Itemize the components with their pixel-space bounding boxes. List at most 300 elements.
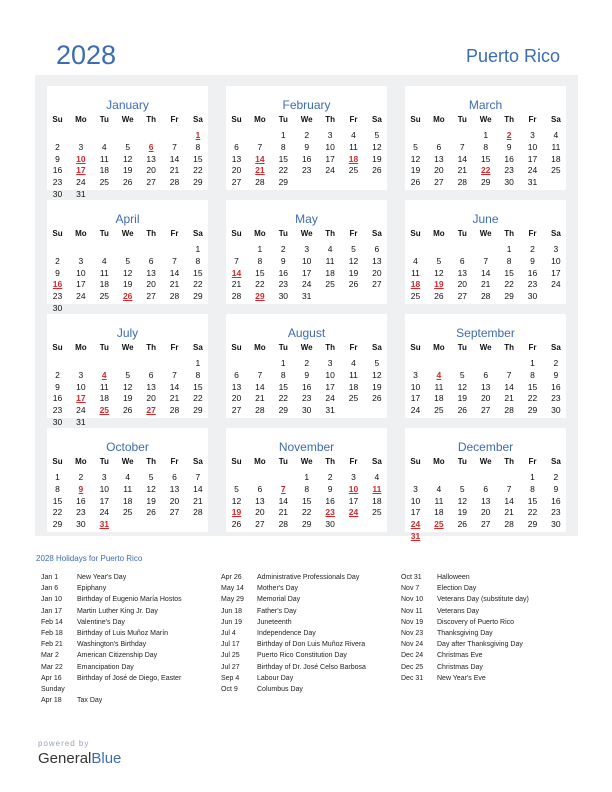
day-cell: 8: [506, 255, 512, 266]
month-title: June: [472, 212, 499, 226]
day-cell: 1: [195, 358, 201, 368]
weekday-label: Fr: [349, 457, 358, 466]
day-cell: 8: [483, 141, 489, 152]
day-cell: 15: [193, 381, 203, 392]
day-cell: 2: [327, 472, 333, 482]
weekday-label: Fr: [349, 229, 358, 238]
holiday-day-cell: 14: [231, 267, 242, 278]
day-cell: 19: [457, 393, 468, 404]
day-cell: 14: [169, 381, 180, 392]
day-cell: 4: [351, 130, 356, 140]
weekday-label: Mo: [254, 229, 266, 238]
day-cell: 21: [231, 279, 242, 290]
day-cell: 20: [146, 279, 156, 290]
holiday-name: Tax Day: [77, 697, 103, 705]
day-cell: 13: [146, 153, 156, 164]
month-title: January: [106, 98, 149, 112]
day-cell: 11: [349, 141, 358, 152]
weekday-label: Sa: [192, 115, 203, 124]
day-cell: 5: [459, 369, 465, 380]
day-cell: 9: [55, 381, 60, 392]
weekday-label: Tu: [278, 343, 288, 352]
weekday-label: Tu: [457, 343, 467, 352]
day-cell: 9: [304, 141, 310, 152]
holiday-day-cell: 10: [348, 483, 359, 494]
day-cell: 12: [434, 267, 444, 278]
day-cell: 26: [372, 393, 382, 404]
day-cell: 9: [280, 255, 286, 266]
weekday-label: We: [121, 343, 134, 352]
day-cell: 17: [76, 279, 86, 290]
day-cell: 6: [172, 472, 177, 482]
day-cell: 21: [504, 507, 514, 518]
holiday-day-cell: 31: [410, 531, 421, 541]
day-cell: 5: [234, 483, 239, 494]
day-cell: 14: [255, 381, 265, 392]
day-cell: 10: [410, 381, 421, 392]
day-cell: 1: [530, 358, 535, 368]
weekday-label: Sa: [371, 457, 382, 466]
day-cell: 7: [172, 141, 177, 152]
day-cell: 12: [372, 369, 382, 380]
day-cell: 13: [457, 267, 468, 278]
day-cell: 11: [349, 369, 358, 380]
day-cell: 13: [146, 381, 156, 392]
day-cell: 27: [480, 405, 491, 416]
day-cell: 6: [257, 483, 263, 494]
weekday-label: Sa: [192, 343, 203, 352]
holiday-name: Christmas Eve: [437, 652, 483, 660]
day-cell: 27: [169, 507, 180, 518]
holiday-name: Puerto Rico Constitution Day: [257, 652, 347, 660]
weekday-label: Su: [231, 457, 242, 466]
weekday-label: Fr: [170, 343, 179, 352]
day-cell: 5: [125, 255, 131, 266]
day-cell: 16: [52, 393, 63, 404]
weekday-label: We: [479, 229, 492, 238]
brand-general: General: [38, 750, 92, 767]
holiday-day-cell: 24: [410, 519, 421, 530]
holiday-name: Washington's Birthday: [77, 641, 147, 649]
holiday-date: Jul 17: [221, 641, 240, 649]
weekday-label: Th: [146, 343, 156, 352]
weekday-label: Th: [504, 343, 514, 352]
day-cell: 7: [506, 483, 512, 494]
day-cell: 21: [504, 393, 514, 404]
day-cell: 31: [325, 405, 335, 416]
weekday-label: Mo: [75, 457, 87, 466]
day-cell: 8: [304, 483, 310, 494]
day-cell: 30: [551, 519, 561, 530]
day-cell: 16: [551, 381, 561, 392]
day-cell: 16: [325, 495, 335, 506]
day-cell: 30: [76, 519, 86, 530]
holiday-day-cell: 23: [325, 507, 335, 518]
day-cell: 5: [148, 472, 154, 482]
holiday-name: Memorial Day: [257, 596, 301, 604]
weekday-label: Th: [504, 115, 514, 124]
weekday-label: Mo: [254, 343, 266, 352]
day-cell: 20: [146, 165, 156, 176]
day-cell: 29: [193, 177, 203, 188]
day-cell: 8: [195, 141, 201, 152]
day-cell: 7: [172, 255, 177, 266]
weekday-label: Mo: [433, 229, 445, 238]
holiday-date: Dec 24: [401, 652, 424, 660]
day-cell: 15: [255, 267, 265, 278]
day-cell: 28: [480, 291, 491, 302]
day-cell: 13: [231, 381, 242, 392]
day-cell: 5: [436, 255, 442, 266]
weekday-label: We: [300, 229, 313, 238]
day-cell: 13: [231, 153, 242, 164]
day-cell: 29: [527, 519, 538, 530]
day-cell: 18: [348, 381, 359, 392]
day-cell: 18: [122, 495, 133, 506]
day-cell: 11: [434, 495, 444, 506]
weekday-label: Sa: [371, 115, 382, 124]
weekday-label: Sa: [550, 229, 561, 238]
day-cell: 17: [325, 153, 335, 164]
holiday-name: Birthday of Luis Muñoz Marín: [77, 630, 169, 637]
day-cell: 23: [527, 279, 538, 290]
day-cell: 5: [459, 483, 465, 494]
day-cell: 17: [527, 153, 538, 164]
weekday-label: We: [479, 343, 492, 352]
weekday-label: Su: [52, 229, 63, 238]
day-cell: 10: [99, 483, 110, 494]
day-cell: 27: [146, 291, 156, 302]
holiday-day-cell: 7: [280, 483, 286, 494]
weekday-label: We: [300, 457, 313, 466]
holiday-name: Independence Day: [257, 630, 316, 637]
day-cell: 25: [410, 291, 421, 302]
day-cell: 30: [504, 177, 514, 188]
day-cell: 19: [457, 507, 468, 518]
day-cell: 2: [304, 130, 310, 140]
day-cell: 20: [372, 267, 382, 278]
holiday-name: Administrative Professionals Day: [257, 574, 360, 581]
holiday-day-cell: 18: [348, 153, 359, 164]
weekday-label: Su: [410, 457, 421, 466]
day-cell: 25: [372, 507, 382, 518]
day-cell: 22: [504, 279, 514, 290]
holiday-name: Mother's Day: [257, 585, 299, 593]
calendar-grid: [35, 75, 578, 541]
day-cell: 26: [457, 519, 468, 530]
holiday-day-cell: 27: [146, 405, 156, 416]
day-cell: 15: [504, 267, 514, 278]
day-cell: 25: [348, 393, 359, 404]
weekday-label: Th: [146, 457, 156, 466]
day-cell: 1: [55, 472, 60, 482]
day-cell: 14: [504, 495, 514, 506]
day-cell: 17: [301, 267, 312, 278]
holiday-date: Jul 27: [221, 663, 240, 671]
day-cell: 11: [99, 153, 109, 164]
day-cell: 11: [123, 483, 133, 494]
day-cell: 22: [301, 507, 312, 518]
month-title: November: [278, 440, 335, 454]
day-cell: 5: [374, 358, 380, 368]
day-cell: 14: [169, 153, 180, 164]
holiday-date: Jan 6: [41, 585, 59, 593]
holiday-date: Nov 23: [401, 630, 424, 637]
month-title: April: [115, 212, 140, 226]
holiday-name: Birthday of Dr. José Celso Barbosa: [257, 663, 366, 671]
day-cell: 8: [280, 369, 286, 380]
month-december: [405, 428, 566, 541]
day-cell: 4: [351, 358, 356, 368]
weekday-label: Mo: [254, 457, 266, 466]
day-cell: 28: [193, 507, 203, 518]
day-cell: 8: [530, 483, 535, 494]
month-title: May: [295, 212, 318, 226]
day-cell: 3: [78, 369, 84, 380]
day-cell: 2: [304, 358, 310, 368]
day-cell: 14: [480, 267, 491, 278]
day-cell: 22: [278, 165, 289, 176]
month-july: [47, 314, 208, 427]
day-cell: 28: [504, 519, 514, 530]
weekday-label: Su: [231, 229, 242, 238]
day-cell: 6: [374, 244, 380, 254]
holiday-date: Nov 19: [401, 618, 424, 626]
day-cell: 22: [255, 279, 265, 290]
day-cell: 1: [257, 244, 263, 254]
day-cell: 28: [169, 291, 180, 302]
day-cell: 25: [99, 291, 110, 302]
weekday-label: Mo: [75, 343, 87, 352]
day-cell: 13: [169, 483, 180, 494]
holiday-day-cell: 17: [76, 165, 86, 176]
day-cell: 9: [55, 267, 60, 278]
day-cell: 12: [122, 267, 133, 278]
day-cell: 10: [551, 255, 561, 266]
holiday-name: Valentine's Day: [77, 618, 125, 626]
country-title: Puerto Rico: [465, 46, 560, 66]
day-cell: 28: [169, 405, 180, 416]
holiday-date: Feb 14: [41, 618, 63, 626]
day-cell: 11: [551, 141, 561, 152]
day-cell: 20: [169, 495, 180, 506]
day-cell: 24: [99, 507, 110, 518]
day-cell: 12: [372, 141, 382, 152]
holiday-date: Nov 7: [401, 585, 420, 593]
holiday-date: Mar 22: [41, 663, 63, 671]
month-november: [226, 428, 387, 532]
day-cell: 15: [278, 381, 289, 392]
day-cell: 25: [122, 507, 133, 518]
weekday-label: Sa: [550, 457, 561, 466]
day-cell: 9: [506, 141, 512, 152]
holiday-name: Birthday of Eugenio María Hostos: [77, 596, 182, 604]
weekday-label: Th: [325, 229, 335, 238]
weekday-label: Mo: [254, 115, 266, 124]
day-cell: 8: [530, 369, 535, 380]
day-cell: 18: [551, 153, 561, 164]
day-cell: 3: [327, 130, 333, 140]
day-cell: 28: [278, 519, 289, 530]
day-cell: 3: [351, 472, 356, 482]
day-cell: 28: [231, 291, 242, 302]
day-cell: 11: [411, 267, 420, 278]
weekday-label: Fr: [170, 115, 179, 124]
day-cell: 23: [52, 177, 63, 188]
day-cell: 14: [169, 267, 180, 278]
day-cell: 17: [410, 507, 421, 518]
month-title: October: [106, 440, 149, 454]
day-cell: 23: [76, 507, 86, 518]
day-cell: 26: [122, 405, 133, 416]
day-cell: 12: [122, 381, 133, 392]
day-cell: 31: [527, 177, 538, 188]
day-cell: 19: [348, 267, 359, 278]
holiday-day-cell: 22: [480, 165, 491, 176]
holiday-date: Nov 24: [401, 641, 424, 649]
day-cell: 17: [325, 381, 335, 392]
day-cell: 3: [304, 244, 310, 254]
holiday-date: Dec 25: [401, 663, 424, 671]
day-cell: 1: [506, 244, 512, 254]
weekday-label: We: [121, 115, 134, 124]
day-cell: 15: [278, 153, 289, 164]
day-cell: 3: [413, 369, 418, 380]
day-cell: 18: [99, 393, 110, 404]
holiday-date: May 29: [221, 596, 244, 604]
day-cell: 1: [195, 244, 201, 254]
day-cell: 23: [551, 393, 561, 404]
day-cell: 27: [231, 405, 242, 416]
day-cell: 7: [234, 255, 239, 266]
month-title: September: [456, 326, 515, 340]
day-cell: 20: [457, 279, 468, 290]
day-cell: 15: [193, 153, 203, 164]
weekday-label: We: [479, 115, 492, 124]
holiday-day-cell: 11: [372, 483, 382, 494]
day-cell: 8: [55, 483, 60, 494]
holiday-name: Epiphany: [77, 585, 107, 593]
weekday-label: Th: [504, 229, 514, 238]
weekday-label: Mo: [433, 457, 445, 466]
day-cell: 1: [304, 472, 310, 482]
day-cell: 7: [483, 255, 489, 266]
day-cell: 8: [257, 255, 263, 266]
holiday-day-cell: 18: [410, 279, 421, 290]
holiday-name: Day after Thanksgiving Day: [437, 641, 523, 649]
weekday-label: Sa: [371, 343, 382, 352]
holiday-name: American Citizenship Day: [77, 652, 158, 660]
day-cell: 28: [255, 405, 265, 416]
holiday-name: Veterans Day: [437, 607, 480, 615]
day-cell: 2: [78, 472, 84, 482]
day-cell: 9: [304, 369, 310, 380]
weekday-label: Tu: [278, 229, 288, 238]
month-march: [405, 86, 566, 190]
day-cell: 4: [101, 141, 107, 152]
weekday-label: Fr: [528, 229, 537, 238]
day-cell: 4: [553, 130, 559, 140]
day-cell: 18: [325, 267, 335, 278]
day-cell: 2: [280, 244, 286, 254]
day-cell: 3: [101, 472, 107, 482]
weekday-label: Sa: [192, 457, 203, 466]
day-cell: 23: [52, 291, 63, 302]
weekday-label: Su: [231, 343, 242, 352]
day-cell: 2: [55, 255, 60, 266]
day-cell: 21: [457, 165, 468, 176]
weekday-label: We: [300, 115, 313, 124]
holiday-date: Jan 10: [41, 596, 63, 604]
day-cell: 31: [301, 291, 312, 302]
day-cell: 14: [193, 483, 203, 494]
day-cell: 22: [278, 393, 289, 404]
weekday-label: Th: [325, 115, 335, 124]
day-cell: 3: [78, 255, 84, 266]
brand-logo[interactable]: [38, 750, 121, 767]
holiday-day-cell: 21: [255, 165, 265, 176]
day-cell: 27: [457, 291, 468, 302]
day-cell: 27: [372, 279, 382, 290]
day-cell: 18: [99, 279, 110, 290]
holiday-name: Emancipation Day: [77, 663, 134, 671]
day-cell: 20: [434, 165, 444, 176]
day-cell: 19: [410, 165, 421, 176]
day-cell: 7: [506, 369, 512, 380]
weekday-label: We: [121, 457, 134, 466]
weekday-label: Su: [52, 343, 63, 352]
day-cell: 26: [457, 405, 468, 416]
day-cell: 16: [301, 153, 312, 164]
day-cell: 12: [457, 495, 468, 506]
day-cell: 21: [480, 279, 491, 290]
weekday-label: Tu: [99, 343, 109, 352]
weekday-label: Mo: [75, 115, 87, 124]
weekday-label: Su: [52, 115, 63, 124]
holiday-name: Martin Luther King Jr. Day: [77, 607, 158, 615]
day-cell: 18: [434, 507, 444, 518]
holiday-name: Birthday of José de Diego, Easter: [77, 674, 182, 682]
day-cell: 26: [434, 291, 444, 302]
day-cell: 16: [52, 165, 63, 176]
holiday-date: Oct 9: [221, 686, 238, 693]
day-cell: 24: [551, 279, 561, 290]
day-cell: 25: [434, 405, 444, 416]
weekday-label: Mo: [433, 343, 445, 352]
day-cell: 16: [76, 495, 86, 506]
holiday-name: Halloween: [437, 574, 470, 581]
month-may: [226, 200, 387, 304]
day-cell: 30: [52, 189, 63, 199]
day-cell: 7: [257, 369, 263, 380]
day-cell: 5: [413, 141, 418, 152]
day-cell: 6: [148, 255, 154, 266]
holiday-day-cell: 16: [52, 279, 63, 290]
holiday-day-cell: 26: [122, 291, 133, 302]
day-cell: 10: [410, 495, 421, 506]
day-cell: 29: [301, 519, 312, 530]
day-cell: 20: [231, 393, 242, 404]
month-title: March: [468, 98, 503, 112]
day-cell: 16: [278, 267, 289, 278]
day-cell: 12: [410, 153, 421, 164]
day-cell: 20: [231, 165, 242, 176]
day-cell: 13: [480, 495, 491, 506]
day-cell: 2: [553, 358, 559, 368]
holiday-date: Nov 10: [401, 596, 424, 604]
day-cell: 21: [278, 507, 289, 518]
day-cell: 4: [413, 255, 418, 266]
